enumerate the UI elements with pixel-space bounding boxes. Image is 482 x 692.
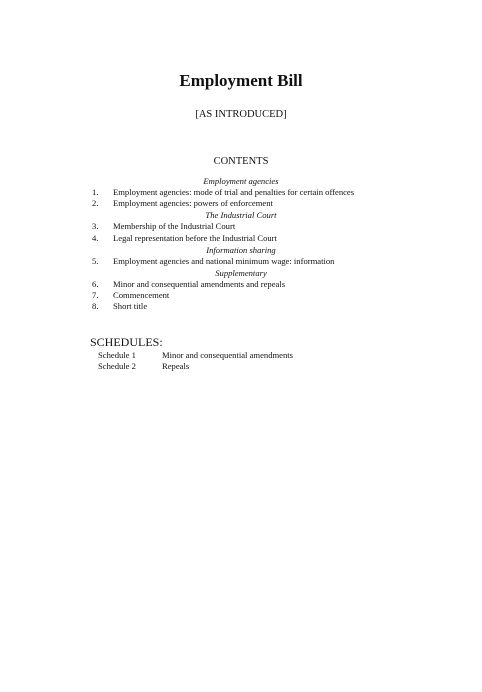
toc-entry-title: Commencement (113, 290, 170, 301)
toc-entry-number: 1. (92, 187, 99, 197)
toc-group (0, 244, 482, 267)
schedule-label: Schedule 2 (98, 361, 136, 372)
toc-entry-number: 2. (92, 198, 99, 209)
toc-entry-number: 6. (92, 278, 99, 289)
schedules-heading: SCHEDULES: (90, 335, 163, 349)
toc-entry-number: 4. (92, 232, 99, 243)
toc-entry[interactable] (0, 256, 482, 267)
toc-group (0, 267, 482, 313)
toc-entry[interactable] (0, 198, 482, 209)
toc-entry[interactable] (0, 233, 482, 244)
toc-group-heading: Supplementary (215, 267, 267, 278)
schedule-label: Schedule 1 (98, 350, 136, 360)
toc-group (0, 209, 482, 243)
bill-status: [AS INTRODUCED] (195, 109, 287, 120)
toc-entry-title: Minor and consequential amendments and repeals (113, 278, 286, 289)
bill-title: Employment Bill (179, 71, 303, 90)
toc-entry[interactable] (0, 301, 482, 312)
toc-entry-title: Employment agencies and national minimum wage: information (113, 255, 335, 266)
toc-group-heading: Employment agencies (203, 176, 279, 186)
toc-entry[interactable] (0, 290, 482, 301)
schedule-description: Minor and consequential amendments (162, 350, 294, 360)
schedule-entry[interactable] (0, 350, 482, 361)
table-of-contents (0, 175, 482, 313)
contents-heading: CONTENTS (213, 156, 269, 167)
toc-group-heading: Information sharing (206, 244, 276, 255)
toc-entry[interactable] (0, 221, 482, 232)
toc-entry-number: 5. (92, 255, 99, 266)
toc-entry-number: 7. (92, 290, 99, 301)
toc-entry[interactable] (0, 279, 482, 290)
schedule-description: Repeals (162, 361, 190, 372)
schedule-entry[interactable] (0, 361, 482, 372)
toc-entry-number: 3. (92, 221, 99, 232)
toc-entry-title: Short title (113, 301, 148, 312)
toc-group-heading: The Industrial Court (205, 210, 277, 221)
toc-entry-number: 8. (92, 301, 99, 312)
toc-group (0, 175, 482, 209)
toc-entry[interactable] (0, 187, 482, 198)
schedules-list (0, 350, 482, 373)
toc-entry-title: Membership of the Industrial Court (113, 221, 236, 232)
toc-entry-title: Employment agencies: powers of enforcement (113, 198, 273, 209)
toc-entry-title: Legal representation before the Industrial Court (113, 232, 277, 243)
toc-entry-title: Employment agencies: mode of trial and penalties for certain offences (113, 187, 355, 197)
